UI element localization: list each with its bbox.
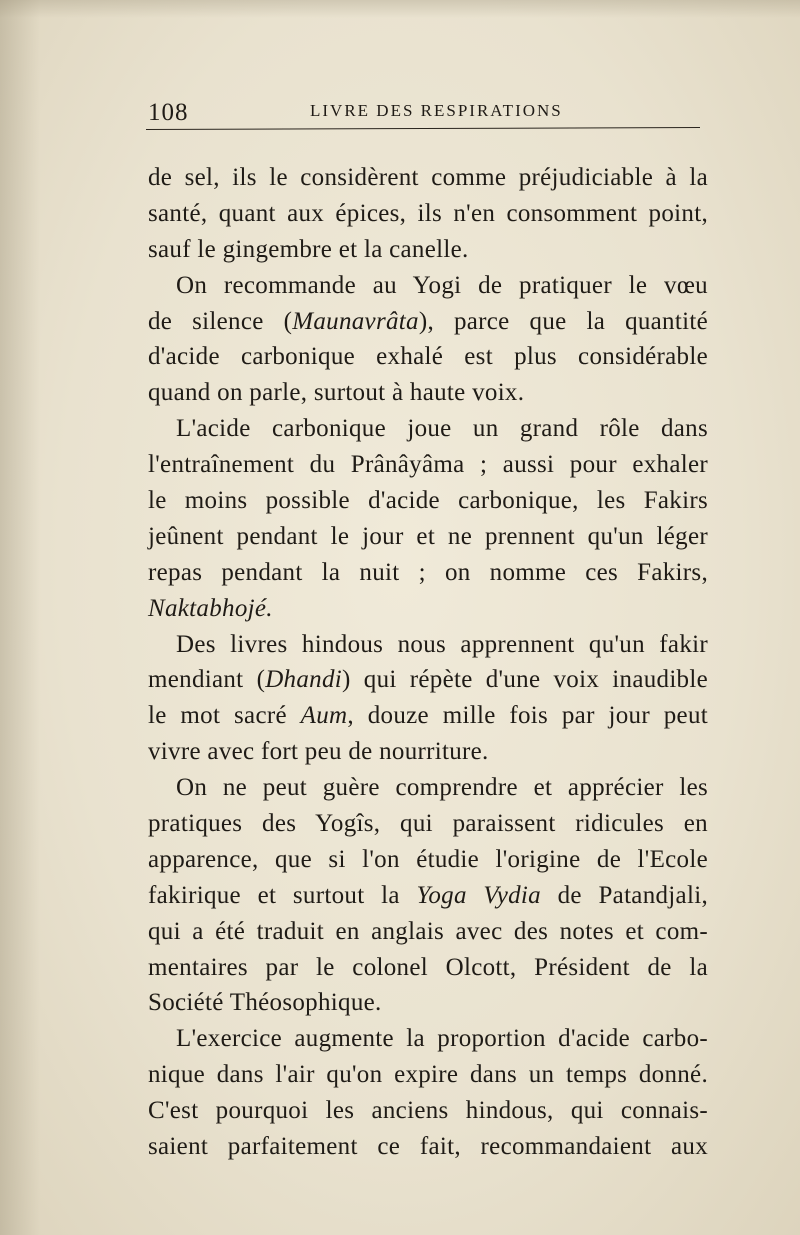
text-run: de Patandjali, [540, 881, 708, 909]
text-line: d'acide carbonique exhalé est plus considérable [148, 343, 708, 371]
text-line: On recommande au Yogi de pratiquer le vœu [176, 271, 708, 299]
text-line: quand on parle, surtout à haute voix. [148, 379, 525, 407]
page-header [148, 95, 708, 131]
text-line: Des livres hindous nous apprennent qu'un fakir [176, 630, 708, 658]
text-line: mentaires par le colonel Olcott, Président de la [148, 953, 708, 981]
text-line: sauf le gingembre et la canelle. [148, 235, 469, 263]
text-line: C'est pourquoi les anciens hindous, qui connais- [148, 1097, 708, 1125]
text-line [148, 698, 708, 734]
text-run: ) qui répète d'une voix inaudible [342, 666, 709, 694]
text-line: l'entraînement du Prânâyâma ; aussi pour exhaler [148, 451, 708, 479]
text-line: le moins possible d'acide carbonique, les Fakirs [148, 487, 708, 515]
italic-term: Aum [300, 702, 348, 730]
text-line [148, 662, 708, 698]
body-text [148, 160, 708, 1165]
text-run: de silence ( [148, 307, 293, 335]
text-line: santé, quant aux épices, ils n'en consomment point, [148, 199, 708, 227]
text-run: , douze mille fois par jour peut [347, 702, 708, 730]
italic-term: Maunavrâta [292, 307, 419, 335]
page-number: 108 [148, 99, 189, 126]
text-run: le mot sacré [148, 702, 301, 730]
text-line: de sel, ils le considèrent comme préjudiciable à la [148, 164, 708, 191]
text-line: pratiques des Yogîs, qui paraissent ridicules en [148, 810, 708, 838]
text-line: apparence, que si l'on étudie l'origine de l'Ecole [148, 845, 708, 873]
text-line [148, 878, 708, 914]
text-line: L'acide carbonique joue un grand rôle dans [176, 415, 708, 443]
text-line: L'exercice augmente la proportion d'acide carbo- [176, 1025, 708, 1053]
text-line: qui a été traduit en anglais avec des notes et com- [148, 917, 708, 945]
text-line: Naktabhojé. [148, 594, 273, 622]
text-line: vivre avec fort peu de nourriture. [148, 738, 489, 766]
text-line: repas pendant la nuit ; on nomme ces Fakirs, [148, 558, 708, 586]
text-run: fakirique et surtout la [148, 881, 417, 909]
text-run: ), parce que la quantité [418, 307, 708, 335]
running-title: LIVRE DES RESPIRATIONS [310, 101, 563, 120]
text-line: Société Théosophique. [148, 989, 382, 1017]
text-line [148, 304, 708, 340]
text-run: mendiant ( [148, 666, 266, 694]
text-line: jeûnent pendant le jour et ne prennent qu'un léger [148, 522, 708, 550]
text-line: saient parfaitement ce fait, recommandaient aux [148, 1133, 708, 1161]
text-line: nique dans l'air qu'on expire dans un temps donné. [148, 1061, 708, 1089]
italic-term: Dhandi [265, 666, 343, 694]
italic-term: Yoga Vydia [416, 881, 541, 909]
text-line: On ne peut guère comprendre et apprécier les [176, 774, 708, 802]
